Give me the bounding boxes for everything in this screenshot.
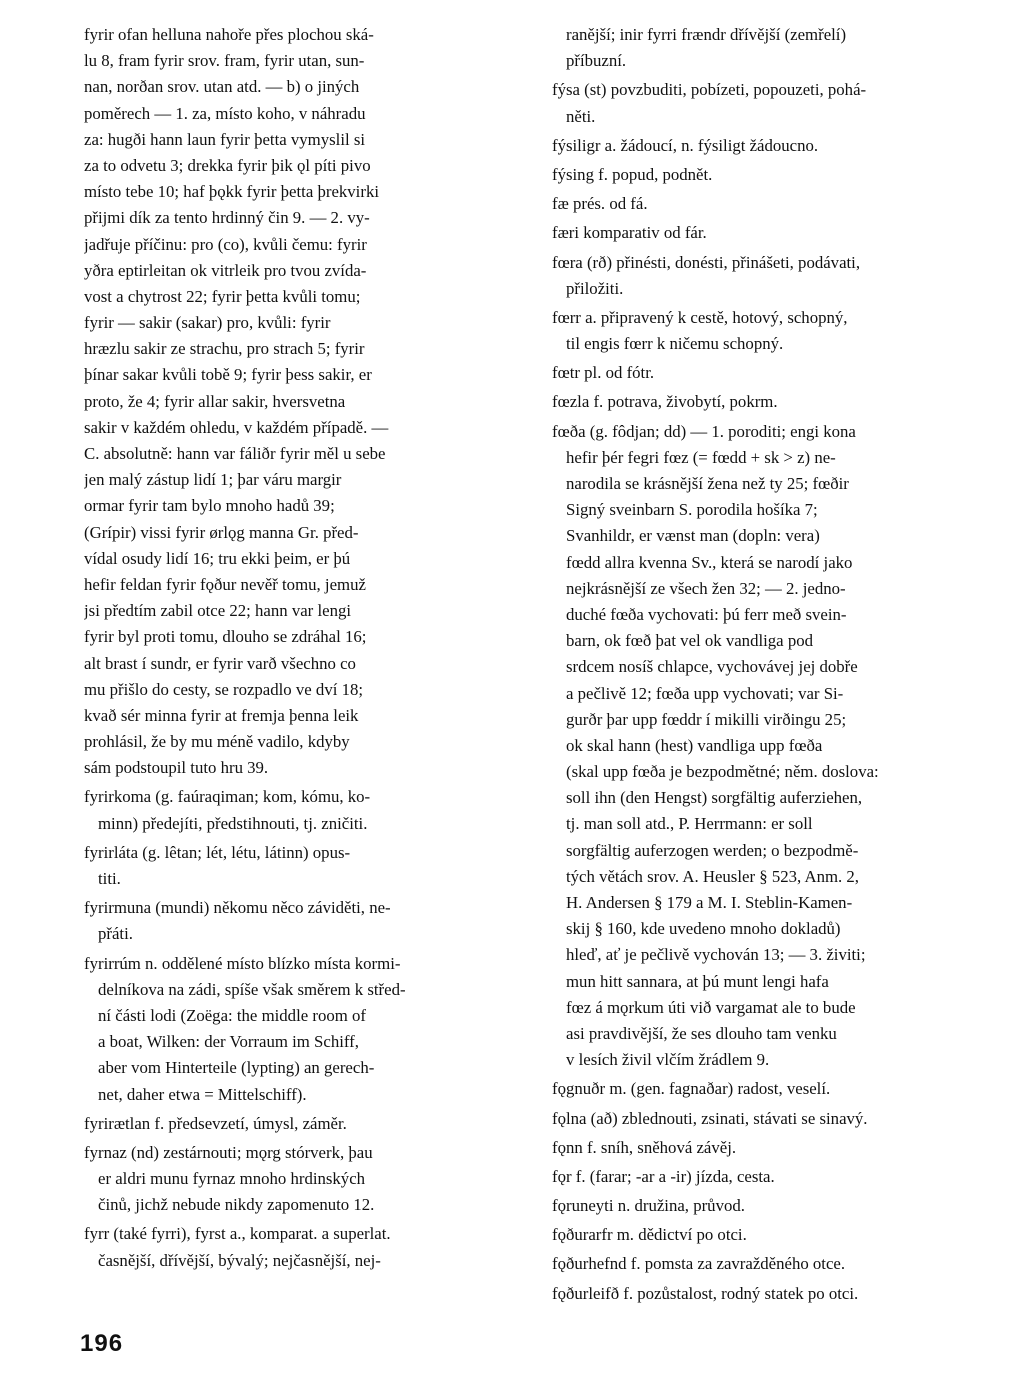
text-line: hefir feldan fyrir fǫður nevěř tomu, jemuž: [84, 574, 366, 594]
text-line: nan, norðan srov. utan atd. — b) o jiných: [84, 77, 360, 97]
entry-headline: fyrirrúm n. oddělené místo blízko místa kormi-: [84, 953, 401, 973]
entry-headline: fǫlna (að) zblednouti, zsinati, stávati se sinavý.: [552, 1108, 868, 1128]
text-line: činů, jichž nebude nikdy zapomenuto 12.: [98, 1195, 375, 1215]
entry-headline: fǫðurhefnd f. pomsta za zavražděného otce.: [552, 1254, 846, 1274]
entry-headline: fœzla f. potrava, živobytí, pokrm.: [552, 392, 778, 412]
text-line: titi.: [98, 869, 121, 888]
text-line: poměrech — 1. za, místo koho, v náhradu: [84, 103, 366, 123]
text-line: asi pravdivější, že ses dlouho tam venku: [566, 1023, 837, 1043]
entry-headline: fǫðurleifð f. pozůstalost, rodný statek po otci.: [552, 1283, 859, 1303]
text-line: ranější; inir fyrri frændr dřívější (zemřelí): [566, 25, 847, 44]
text-line: fœdd allra kvenna Sv., která se narodí jako: [566, 552, 853, 572]
text-line: ormar fyrir tam bylo mnoho hadů 39;: [84, 496, 335, 516]
entry-headline: fœra (rð) přinésti, donésti, přinášeti, podávati,: [552, 252, 861, 272]
entry-headline: fyrirætlan f. předsevzetí, úmysl, záměr.: [84, 1113, 347, 1133]
entry-headline: fýsing f. popud, podnět.: [552, 164, 713, 184]
text-line: skij § 160, kde uvedeno mnoho dokladů): [566, 919, 841, 939]
text-line: za: hugði hann laun fyrir þetta vymyslil si: [84, 129, 366, 149]
text-line: duché fœða vychovati: þú ferr með svein-: [566, 604, 847, 624]
text-line: sorgfältig auferzogen werden; o bezpodmě-: [566, 840, 859, 860]
text-line: C. absolutně: hann var fáliðr fyrir měl u sebe: [84, 444, 386, 463]
text-line: tých větách srov. A. Heusler § 523, Anm. 2,: [566, 866, 859, 886]
text-line: ní části lodi (Zoëga: the middle room of: [98, 1005, 366, 1025]
entry-headline: fyrirláta (g. lêtan; lét, létu, látinn) opus-: [84, 842, 351, 862]
entry-headline: fœrr a. připravený k cestě, hotový, schopný,: [552, 307, 848, 327]
entry-headline: fyrirkoma (g. faúraqiman; kom, kómu, ko-: [84, 787, 371, 807]
right-column: [552, 22, 962, 1307]
text-line: příbuzní.: [566, 51, 627, 71]
text-line: lu 8, fram fyrir srov. fram, fyrir utan, sun-: [84, 51, 365, 71]
text-line: mu přišlo do cesty, se rozpadlo ve dví 18;: [84, 679, 364, 699]
text-line: vídal osudy lidí 16; tru ekki þeim, er þú: [84, 548, 351, 568]
text-line: mun hitt sannara, at þú munt lengi hafa: [566, 971, 829, 991]
text-line: net, daher etwa = Mittelschiff).: [98, 1084, 307, 1104]
text-line: til engis fœrr k ničemu schopný.: [566, 334, 784, 354]
text-line: za to odvetu 3; drekka fyrir þik ǫl píti pivo: [84, 155, 371, 175]
text-line: jen malý zástup lidí 1; þar váru margir: [84, 470, 342, 490]
entry-headline: fœtr pl. od fótr.: [552, 363, 655, 383]
text-line: a pečlivě 12; fœða upp vychovati; var Si-: [566, 683, 844, 703]
text-line: hræzlu sakir ze strachu, pro strach 5; fyrir: [84, 339, 365, 359]
text-line: nejkrásnější ze všech žen 32; — 2. jedno-: [566, 578, 846, 598]
text-line: kvað sér minna fyrir at fremja þenna leik: [84, 705, 359, 725]
entry-headline: fǫruneyti n. družina, průvod.: [552, 1196, 745, 1216]
text-line: Svanhildr, er vænst man (dopln: vera): [566, 526, 820, 546]
text-line: jsi předtím zabil otce 22; hann var lengi: [84, 601, 352, 621]
entry-headline: fýsa (st) povzbuditi, pobízeti, popouzeti, pohá-: [552, 80, 867, 100]
entry-headline: fyrirmuna (mundi) někomu něco záviděti, ne-: [84, 898, 391, 918]
text-line: přáti.: [98, 924, 133, 944]
text-line: vost a chytrost 22; fyrir þetta kvůli tomu;: [84, 286, 361, 306]
text-line: hefir þér fegri fœz (= fœdd + sk > z) ne-: [566, 447, 836, 467]
text-line: hleď, ať je pečlivě vychován 13; — 3. živiti;: [566, 945, 866, 965]
text-line: přijmi dík za tento hrdinný čin 9. — 2. vy-: [84, 208, 370, 228]
text-line: tj. man soll atd., P. Herrmann: er soll: [566, 814, 813, 834]
text-line: (skal upp fœða je bezpodmětné; něm. doslova:: [566, 762, 879, 782]
entry-headline: fǫnn f. sníh, sněhová závěj.: [552, 1137, 737, 1157]
text-line: něti.: [566, 106, 596, 126]
text-line: minn) předejíti, předstihnouti, tj. zničiti.: [98, 813, 368, 833]
text-line: jadřuje příčinu: pro (co), kvůli čemu: fyrir: [84, 234, 367, 254]
text-line: fyrir — sakir (sakar) pro, kvůli: fyrir: [84, 313, 331, 333]
entry-headline: fǫgnuðr m. (gen. fagnaðar) radost, veselí.: [552, 1079, 831, 1099]
text-line: yðra eptirleitan ok vitrleik pro tvou zvída-: [84, 260, 367, 280]
text-line: er aldri munu fyrnaz mnoho hrdinských: [98, 1169, 366, 1189]
text-line: fyrir byl proti tomu, dlouho se zdráhal 16;: [84, 627, 367, 647]
text-line: alt brast í sundr, er fyrir varð všechno co: [84, 653, 356, 673]
text-line: narodila se krásnější žena než ty 25; fœðir: [566, 474, 849, 493]
entry-headline: fyrnaz (nd) zestárnouti; mǫrg stórverk, þau: [84, 1142, 373, 1162]
text-line: barn, ok fœð þat vel ok vandliga pod: [566, 631, 813, 651]
entry-headline: fǫr f. (farar; -ar a -ir) jízda, cesta.: [552, 1166, 775, 1186]
text-line: ok skal hann (hest) vandliga upp fœða: [566, 735, 823, 755]
text-line: fœz á mǫrkum úti við vargamat ale to bude: [566, 997, 856, 1017]
text-line: a boat, Wilken: der Vorraum im Schiff,: [98, 1032, 359, 1052]
text-line: sakir v každém ohledu, v každém případě. —: [84, 417, 389, 437]
text-line: þínar sakar kvůli tobě 9; fyrir þess sakir, er: [84, 365, 372, 385]
text-line: sám podstoupil tuto hru 39.: [84, 758, 269, 778]
text-line: přiložiti.: [566, 278, 624, 298]
text-line: srdcem nosíš chlapce, vychovávej jej dobře: [566, 657, 858, 677]
text-line: gurðr þar upp fœddr í mikilli virðingu 25;: [566, 709, 847, 729]
text-line: soll ihn (den Hengst) sorgfältig auferziehen,: [566, 788, 863, 808]
left-column: [84, 22, 484, 1274]
entry-headline: færi komparativ od fár.: [552, 223, 707, 243]
text-line: delníkova na zádi, spíše však směrem k střed-: [98, 979, 406, 999]
text-line: Signý sveinbarn S. porodila hošíka 7;: [566, 500, 818, 520]
text-line: proto, že 4; fyrir allar sakir, hversvetna: [84, 391, 346, 411]
text-line: místo tebe 10; haf þǫkk fyrir þetta þrekvirki: [84, 182, 379, 202]
text-line: (Grípir) vissi fyrir ørlǫg manna Gr. před-: [84, 522, 359, 542]
entry-headline: fæ prés. od fá.: [552, 194, 648, 214]
entry-headline: fœða (g. fôdjan; dd) — 1. poroditi; engi kona: [552, 421, 856, 441]
text-line: v lesích živil vlčím žrádlem 9.: [566, 1050, 770, 1070]
page-number: 196: [80, 1330, 124, 1357]
entry-headline: fǫðurarfr m. dědictví po otci.: [552, 1225, 747, 1245]
text-line: H. Andersen § 179 a M. I. Steblin-Kamen-: [566, 893, 853, 912]
text-line: časnější, dřívější, bývalý; nejčasnější, nej-: [98, 1250, 381, 1270]
text-line: aber vom Hinterteile (lypting) an gerech-: [98, 1058, 375, 1078]
entry-headline: fyrr (také fyrri), fyrst a., komparat. a superlat.: [84, 1224, 391, 1244]
text-line: prohlásil, že by mu méně vadilo, kdyby: [84, 732, 350, 752]
text-line: fyrir ofan helluna nahoře přes plochou ská-: [84, 25, 374, 44]
entry-headline: fýsiligr a. žádoucí, n. fýsiligt žádoucno.: [552, 135, 819, 155]
